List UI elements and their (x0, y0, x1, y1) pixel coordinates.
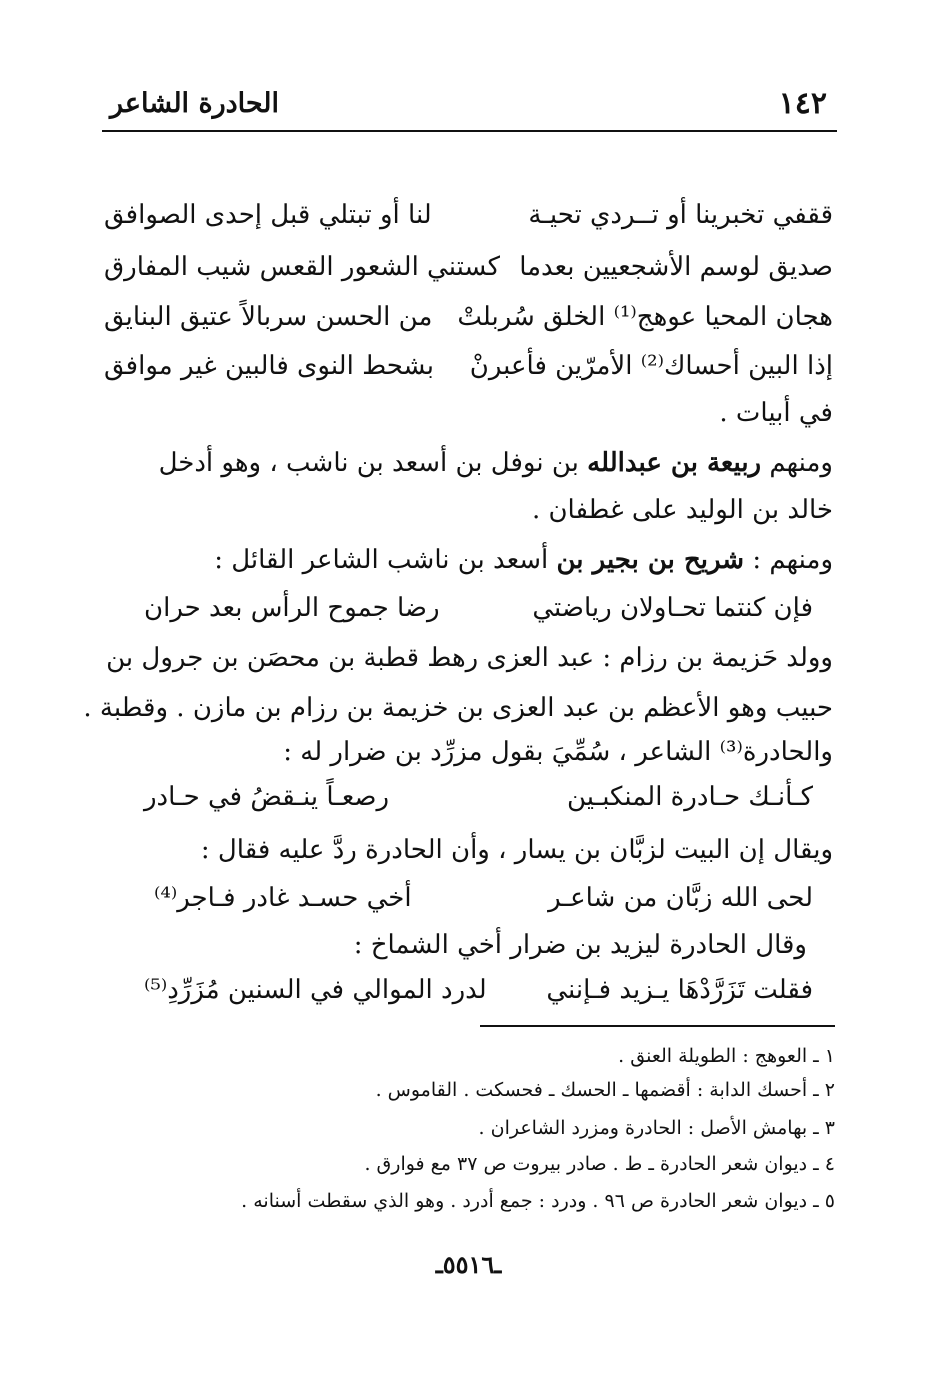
verse-hemistich-right: كـأنـك حـادرة المنكبـين (566, 782, 813, 812)
verse-line (104, 878, 833, 918)
prose-line (104, 443, 833, 483)
prose-text: أسعد بن ناشب الشاعر القائل : (214, 545, 557, 575)
prose-line: وولد حَزيمة بن رزام : عبد العزى رهط قطبة بن محصَن بن جرول بن (106, 643, 833, 673)
page-header (100, 86, 837, 126)
verse-line (104, 195, 833, 235)
verse-hemistich-right: صديق لوسم الأشجعيين بعدما (519, 252, 833, 282)
verse-line (104, 588, 833, 628)
verse-hemistich-left: رصعـاً ينـقضُ في حـادر (144, 782, 390, 812)
prose-text: ومنهم (761, 448, 833, 478)
verse-hemistich-left: رضا جموح الرأس بعد حران (144, 593, 440, 623)
footnote-rule (480, 1025, 835, 1027)
verse-line (104, 247, 833, 287)
prose-line: في أبيات . (719, 398, 833, 428)
page-number: ١٤٢ (778, 86, 827, 121)
verse-line (104, 777, 833, 817)
footnote: ٤ ـ ديوان شعر الحادرة ـ ط . صادر بيروت ص ٣٧ مع فوارق . (364, 1153, 835, 1175)
verse-hemistich-right: ققفي تخبرينا أو تــردي تحيـة (528, 200, 833, 230)
person-name: ربيعة بن عبدالله (587, 448, 762, 478)
prose-text: بن نوفل بن أسعد بن ناشب ، وهو أدخل (158, 448, 588, 478)
prose-line: والحادرة⁽³⁾ الشاعر ، سُمِّيَ بقول مزرِّد بن ضرار له : (283, 737, 833, 767)
prose-line: وقال الحادرة ليزيد بن ضرار أخي الشماخ : (353, 930, 807, 960)
prose-text: ومنهم : (744, 545, 833, 575)
verse-hemistich-left: من الحسن سربالاً عتيق البنايق (104, 302, 433, 332)
footnote: ٢ ـ أحسك الدابة : أقضمها ـ الحسك ـ فحسكت . القاموس . (375, 1079, 835, 1101)
verse-hemistich-left: أخي حسـد غادر فـاجر⁽⁴⁾ (154, 883, 412, 913)
verse-hemistich-left: بشحط النوى فالبين غير موافق (104, 351, 434, 381)
verse-hemistich-left: لدرد الموالي في السنين مُزَرِّدِ⁽⁵⁾ (144, 975, 487, 1005)
verse-hemistich-right: لحى الله زبَّان من شاعـر (548, 883, 813, 913)
prose-line (214, 540, 833, 580)
footnote: ٥ ـ ديوان شعر الحادرة ص ٩٦ . ودرد : جمع أدرد . وهو الذي سقطت أسنانه . (241, 1190, 835, 1212)
verse-hemistich-left: كستني الشعور القعس شيب المفارق (104, 252, 500, 282)
verse-line (104, 970, 833, 1010)
folio-number: ـ٥٥١٦ـ (435, 1250, 502, 1279)
running-title: الحادرة الشاعر (110, 88, 280, 119)
verse-line (104, 346, 833, 386)
footnote: ١ ـ العوهج : الطويلة العنق . (618, 1045, 835, 1067)
verse-hemistich-right: إذا البين أحساك⁽²⁾ الأمرّين فأعبرنْ (469, 351, 833, 381)
verse-hemistich-right: هجان المحيا عوهج⁽¹⁾ الخلق سُربلتْ (457, 302, 833, 332)
header-rule (102, 130, 837, 132)
prose-line: خالد بن الوليد على غطفان . (531, 495, 833, 525)
prose-line: حبيب وهو الأعظم بن عبد العزى بن خزيمة بن رزام بن مازن . وقطبة . (83, 693, 833, 723)
verse-hemistich-right: فإن كنتما تحـاولان رياضتي (532, 593, 813, 623)
verse-hemistich-left: لنا أو تبتلي قبل إحدى الصوافق (104, 200, 432, 230)
footnote: ٣ ـ بهامش الأصل : الحادرة ومزرد الشاعران . (478, 1117, 835, 1139)
verse-line (104, 297, 833, 337)
prose-line: ويقال إن البيت لزبَّان بن يسار ، وأن الحادرة ردَّ عليه فقال : (200, 835, 833, 865)
person-name: شريح بن بجير بن (556, 545, 745, 575)
verse-hemistich-right: فقلت تَزَرَّدْهَا يـزيد فـإنني (546, 975, 813, 1005)
